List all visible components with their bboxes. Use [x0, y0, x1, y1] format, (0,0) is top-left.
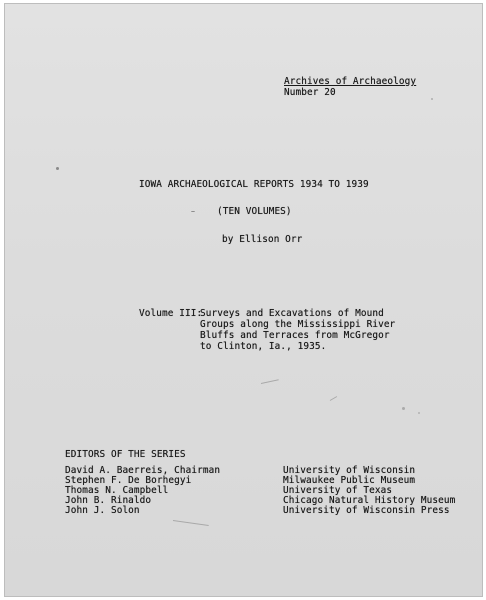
- editors-heading: EDITORS OF THE SERIES: [65, 449, 186, 460]
- editor-affiliation: University of Texas: [283, 485, 393, 496]
- scan-scratch: [173, 520, 209, 526]
- report-volumes: (TEN VOLUMES): [217, 206, 292, 217]
- scan-speck: [402, 407, 405, 410]
- scan-speck: [191, 211, 195, 212]
- editor-affiliation: Chicago Natural History Museum: [283, 495, 456, 506]
- volume-line-4: to Clinton, Ia., 1935.: [200, 341, 327, 352]
- series-number: Number 20: [284, 87, 336, 98]
- editor-name: John J. Solon: [65, 505, 140, 516]
- editor-name: Thomas N. Campbell: [65, 485, 169, 496]
- editor-name: Stephen F. De Borhegyi: [65, 475, 192, 486]
- report-title: IOWA ARCHAEOLOGICAL REPORTS 1934 TO 1939: [139, 179, 369, 190]
- editor-affiliation: Milwaukee Public Museum: [283, 475, 416, 486]
- editor-affiliation: University of Wisconsin Press: [283, 505, 450, 516]
- volume-line-3: Bluffs and Terraces from McGregor: [200, 330, 390, 341]
- volume-line-1: Surveys and Excavations of Mound: [200, 308, 384, 319]
- editor-affiliation: University of Wisconsin: [283, 465, 416, 476]
- editor-name: David A. Baerreis, Chairman: [65, 465, 221, 476]
- scan-speck: [431, 98, 433, 100]
- document-page: [4, 3, 483, 597]
- scan-scratch: [261, 379, 279, 384]
- volume-line-2: Groups along the Mississippi River: [200, 319, 396, 330]
- editor-name: John B. Rinaldo: [65, 495, 152, 506]
- scan-scratch: [330, 396, 337, 401]
- scan-speck: [418, 412, 420, 414]
- report-author: by Ellison Orr: [222, 234, 303, 245]
- volume-label: Volume III:: [139, 308, 203, 319]
- series-title: Archives of Archaeology: [284, 76, 417, 87]
- scan-speck: [56, 167, 59, 170]
